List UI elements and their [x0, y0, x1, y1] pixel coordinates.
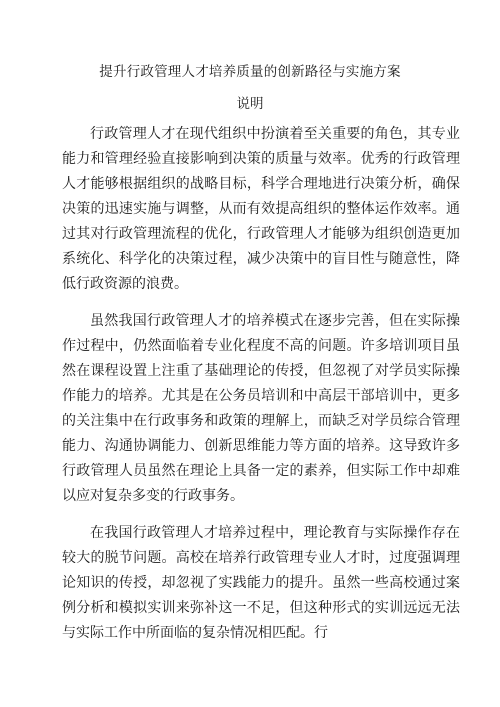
- paragraph-2: 虽然我国行政管理人才的培养模式在逐步完善，但在实际操作过程中，仍然面临着专业化程度不高的问题。许多培训项目虽然在课程设置上注重了基础理论的传授，但忽视了对学员实际操作能力的培养。尤其是在公务员培训和中高层干部培训中，更多的关注集中在行政事务和政策的理解上，而缺乏对学员综合管理能力、沟通协调能力、创新思维能力等方面的培养。这导致许多行政管理人员虽然在理论上具备一定的素养，但实际工作中却难以应对复杂多变的行政事务。: [62, 313, 460, 504]
- paragraph-3: 在我国行政管理人才培养过程中，理论教育与实际操作存在较大的脱节问题。高校在培养行政管理专业人才时，过度强调理论知识的传授，却忽视了实践能力的提升。虽然一些高校通过案例分析和模拟实训来弥补这一不足，但这种形式的实训远远无法与实际工作中所面临的复杂情况相匹配。行: [62, 525, 460, 641]
- paragraph-1: 行政管理人才在现代组织中扮演着至关重要的角色，其专业能力和管理经验直接影响到决策的质量与效率。优秀的行政管理人才能够根据组织的战略目标，科学合理地进行决策分析，确保决策的迅速实施与调整，从而有效提高组织的整体运作效率。通过其对行政管理流程的优化，行政管理人才能够为组织创造更加系统化、科学化的决策过程，减少决策中的盲目性与随意性，降低行政资源的浪费。: [62, 126, 460, 292]
- document-body: [62, 122, 460, 646]
- document-title: 提升行政管理人才培养质量的创新路径与实施方案: [99, 64, 401, 80]
- section-heading: 说明: [236, 96, 264, 112]
